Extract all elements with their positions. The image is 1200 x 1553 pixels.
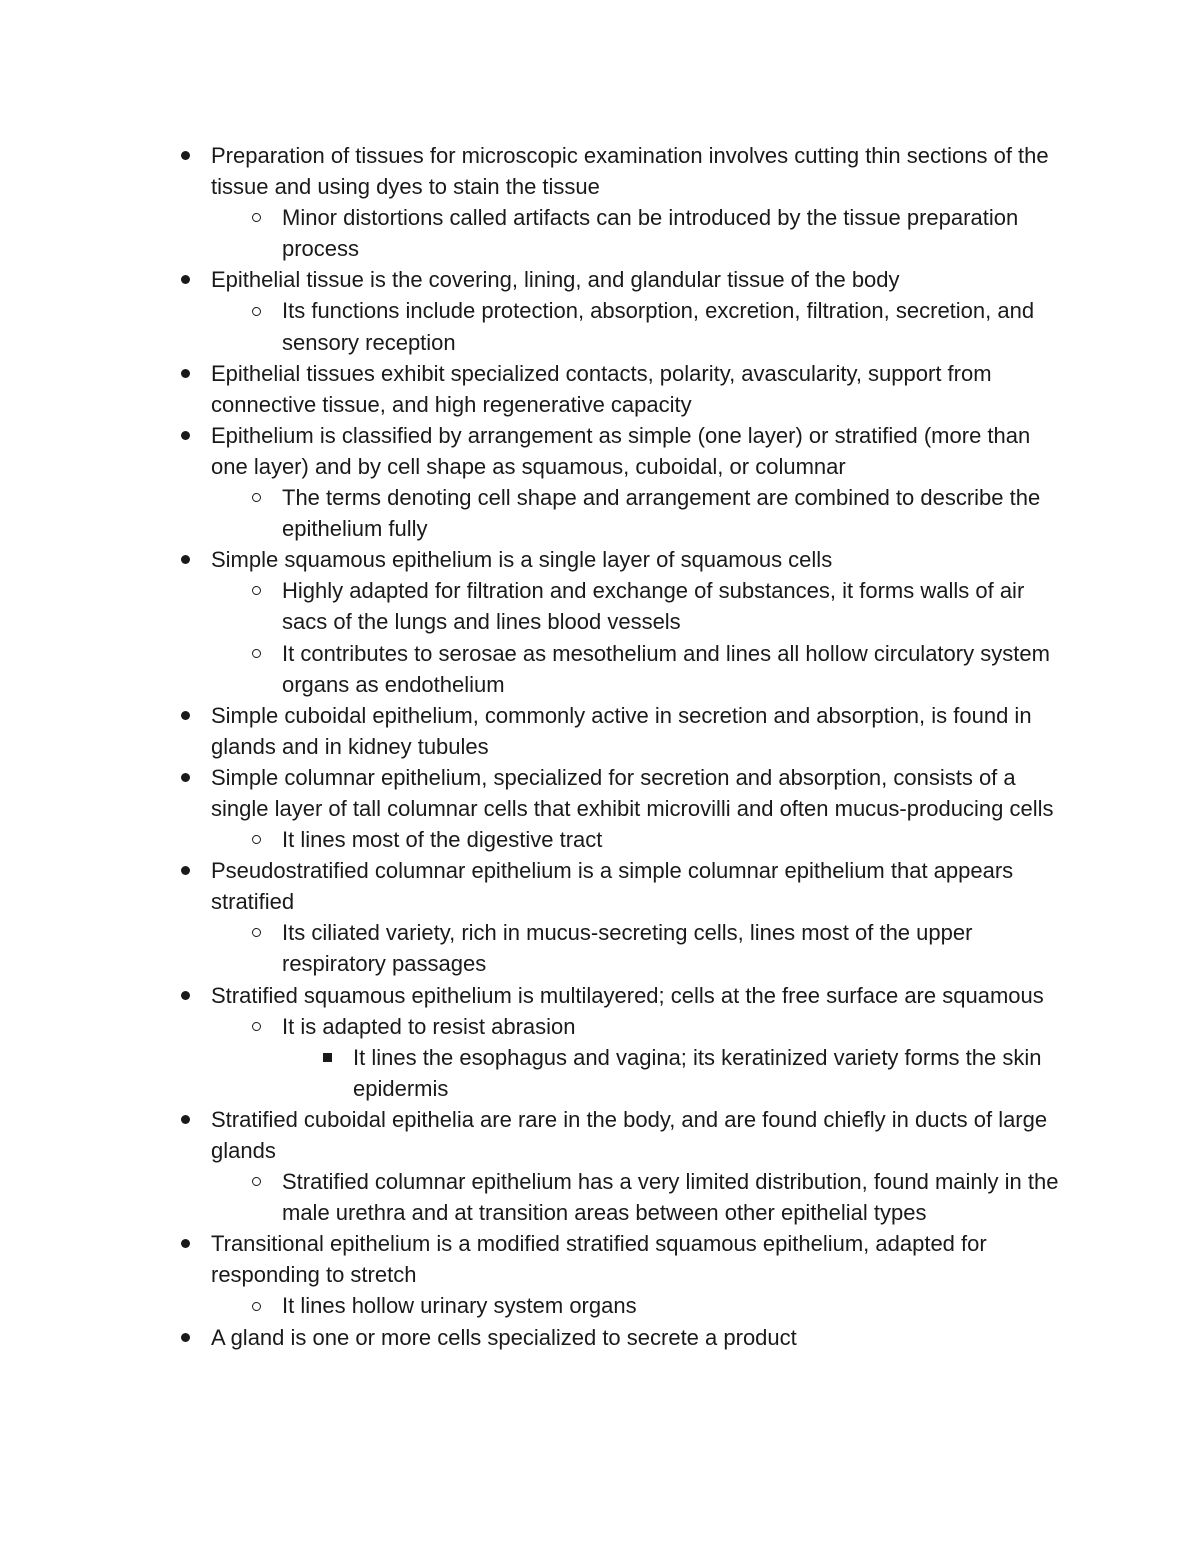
list-item [176, 1104, 1066, 1166]
list-item-text: It lines most of the digestive tract [282, 827, 603, 853]
list-item [176, 638, 1066, 700]
list-item [176, 1322, 1066, 1353]
list-item [176, 1290, 1066, 1321]
list-item-text: Stratified squamous epithelium is multilayered; cells at the free surface are squamous [211, 982, 1044, 1008]
list-item [176, 1011, 1066, 1042]
list-item-text: Epithelium is classified by arrangement as simple (one layer) or stratified (more than one layer) and by cell shape as squamous, cuboidal, or columnar [211, 422, 1031, 479]
list-item [176, 700, 1066, 762]
filled-circle-bullet-icon [176, 1322, 194, 1353]
list-item-text: Stratified columnar epithelium has a very limited distribution, found mainly in the male urethra and at transition areas between other epithelial types [282, 1169, 1059, 1226]
list-item [176, 917, 1066, 979]
hollow-circle-bullet-icon [247, 295, 265, 326]
hollow-circle-bullet-icon [247, 1290, 265, 1321]
list-item-text: Simple squamous epithelium is a single layer of squamous cells [211, 547, 833, 573]
list-item-text: A gland is one or more cells specialized to secrete a product [211, 1324, 797, 1350]
list-item-text: Its functions include protection, absorption, excretion, filtration, secretion, and sensory reception [282, 298, 1035, 355]
list-item-text: It lines hollow urinary system organs [282, 1293, 637, 1319]
list-item [176, 420, 1066, 482]
list-item-text: It contributes to serosae as mesothelium and lines all hollow circulatory system organs as endothelium [282, 640, 1050, 697]
list-item [176, 544, 1066, 575]
filled-circle-bullet-icon [176, 700, 194, 731]
list-item-text: Preparation of tissues for microscopic examination involves cutting thin sections of the tissue and using dyes to stain the tissue [211, 143, 1049, 200]
list-item-text: It is adapted to resist abrasion [282, 1013, 576, 1039]
hollow-circle-bullet-icon [247, 1011, 265, 1042]
hollow-circle-bullet-icon [247, 824, 265, 855]
list-item [176, 202, 1066, 264]
filled-circle-bullet-icon [176, 980, 194, 1011]
list-item [176, 482, 1066, 544]
hollow-circle-bullet-icon [247, 202, 265, 233]
list-item [176, 358, 1066, 420]
filled-circle-bullet-icon [176, 544, 194, 575]
hollow-circle-bullet-icon [247, 917, 265, 948]
filled-circle-bullet-icon [176, 1228, 194, 1259]
list-item [176, 824, 1066, 855]
list-item [176, 295, 1066, 357]
list-item [176, 1228, 1066, 1290]
list-item [176, 980, 1066, 1011]
list-item-text: Minor distortions called artifacts can be introduced by the tissue preparation process [282, 205, 1019, 262]
hollow-circle-bullet-icon [247, 575, 265, 606]
list-item-text: Pseudostratified columnar epithelium is a simple columnar epithelium that appears stratified [211, 858, 1014, 915]
list-item [176, 575, 1066, 637]
list-item-text: Stratified cuboidal epithelia are rare in the body, and are found chiefly in ducts of large glands [211, 1106, 1048, 1163]
list-item-text: Its ciliated variety, rich in mucus-secreting cells, lines most of the upper respiratory passages [282, 920, 973, 977]
list-item-text: Simple columnar epithelium, specialized for secretion and absorption, consists of a single layer of tall columnar cells that exhibit microvilli and often mucus-producing cells [211, 764, 1054, 821]
list-item-text: It lines the esophagus and vagina; its keratinized variety forms the skin epidermis [353, 1044, 1042, 1101]
list-item [176, 140, 1066, 202]
list-item [176, 264, 1066, 295]
list-item [176, 1042, 1066, 1104]
hollow-circle-bullet-icon [247, 638, 265, 669]
filled-circle-bullet-icon [176, 855, 194, 886]
filled-circle-bullet-icon [176, 762, 194, 793]
list-item-text: Highly adapted for filtration and exchange of substances, it forms walls of air sacs of the lungs and lines blood vessels [282, 578, 1025, 635]
filled-square-bullet-icon [318, 1042, 336, 1073]
list-item [176, 762, 1066, 824]
list-item [176, 855, 1066, 917]
hollow-circle-bullet-icon [247, 482, 265, 513]
list-item-text: The terms denoting cell shape and arrangement are combined to describe the epithelium fully [282, 485, 1041, 542]
list-item-text: Epithelial tissue is the covering, lining, and glandular tissue of the body [211, 267, 900, 293]
filled-circle-bullet-icon [176, 358, 194, 389]
hollow-circle-bullet-icon [247, 1166, 265, 1197]
list-item [176, 1166, 1066, 1228]
notes-list [176, 140, 1066, 1353]
list-item-text: Epithelial tissues exhibit specialized contacts, polarity, avascularity, support from connective tissue, and high regenerative capacity [211, 360, 992, 417]
list-item-text: Transitional epithelium is a modified stratified squamous epithelium, adapted for responding to stretch [211, 1231, 987, 1288]
filled-circle-bullet-icon [176, 264, 194, 295]
filled-circle-bullet-icon [176, 1104, 194, 1135]
list-item-text: Simple cuboidal epithelium, commonly active in secretion and absorption, is found in glands and in kidney tubules [211, 702, 1032, 759]
filled-circle-bullet-icon [176, 140, 194, 171]
filled-circle-bullet-icon [176, 420, 194, 451]
